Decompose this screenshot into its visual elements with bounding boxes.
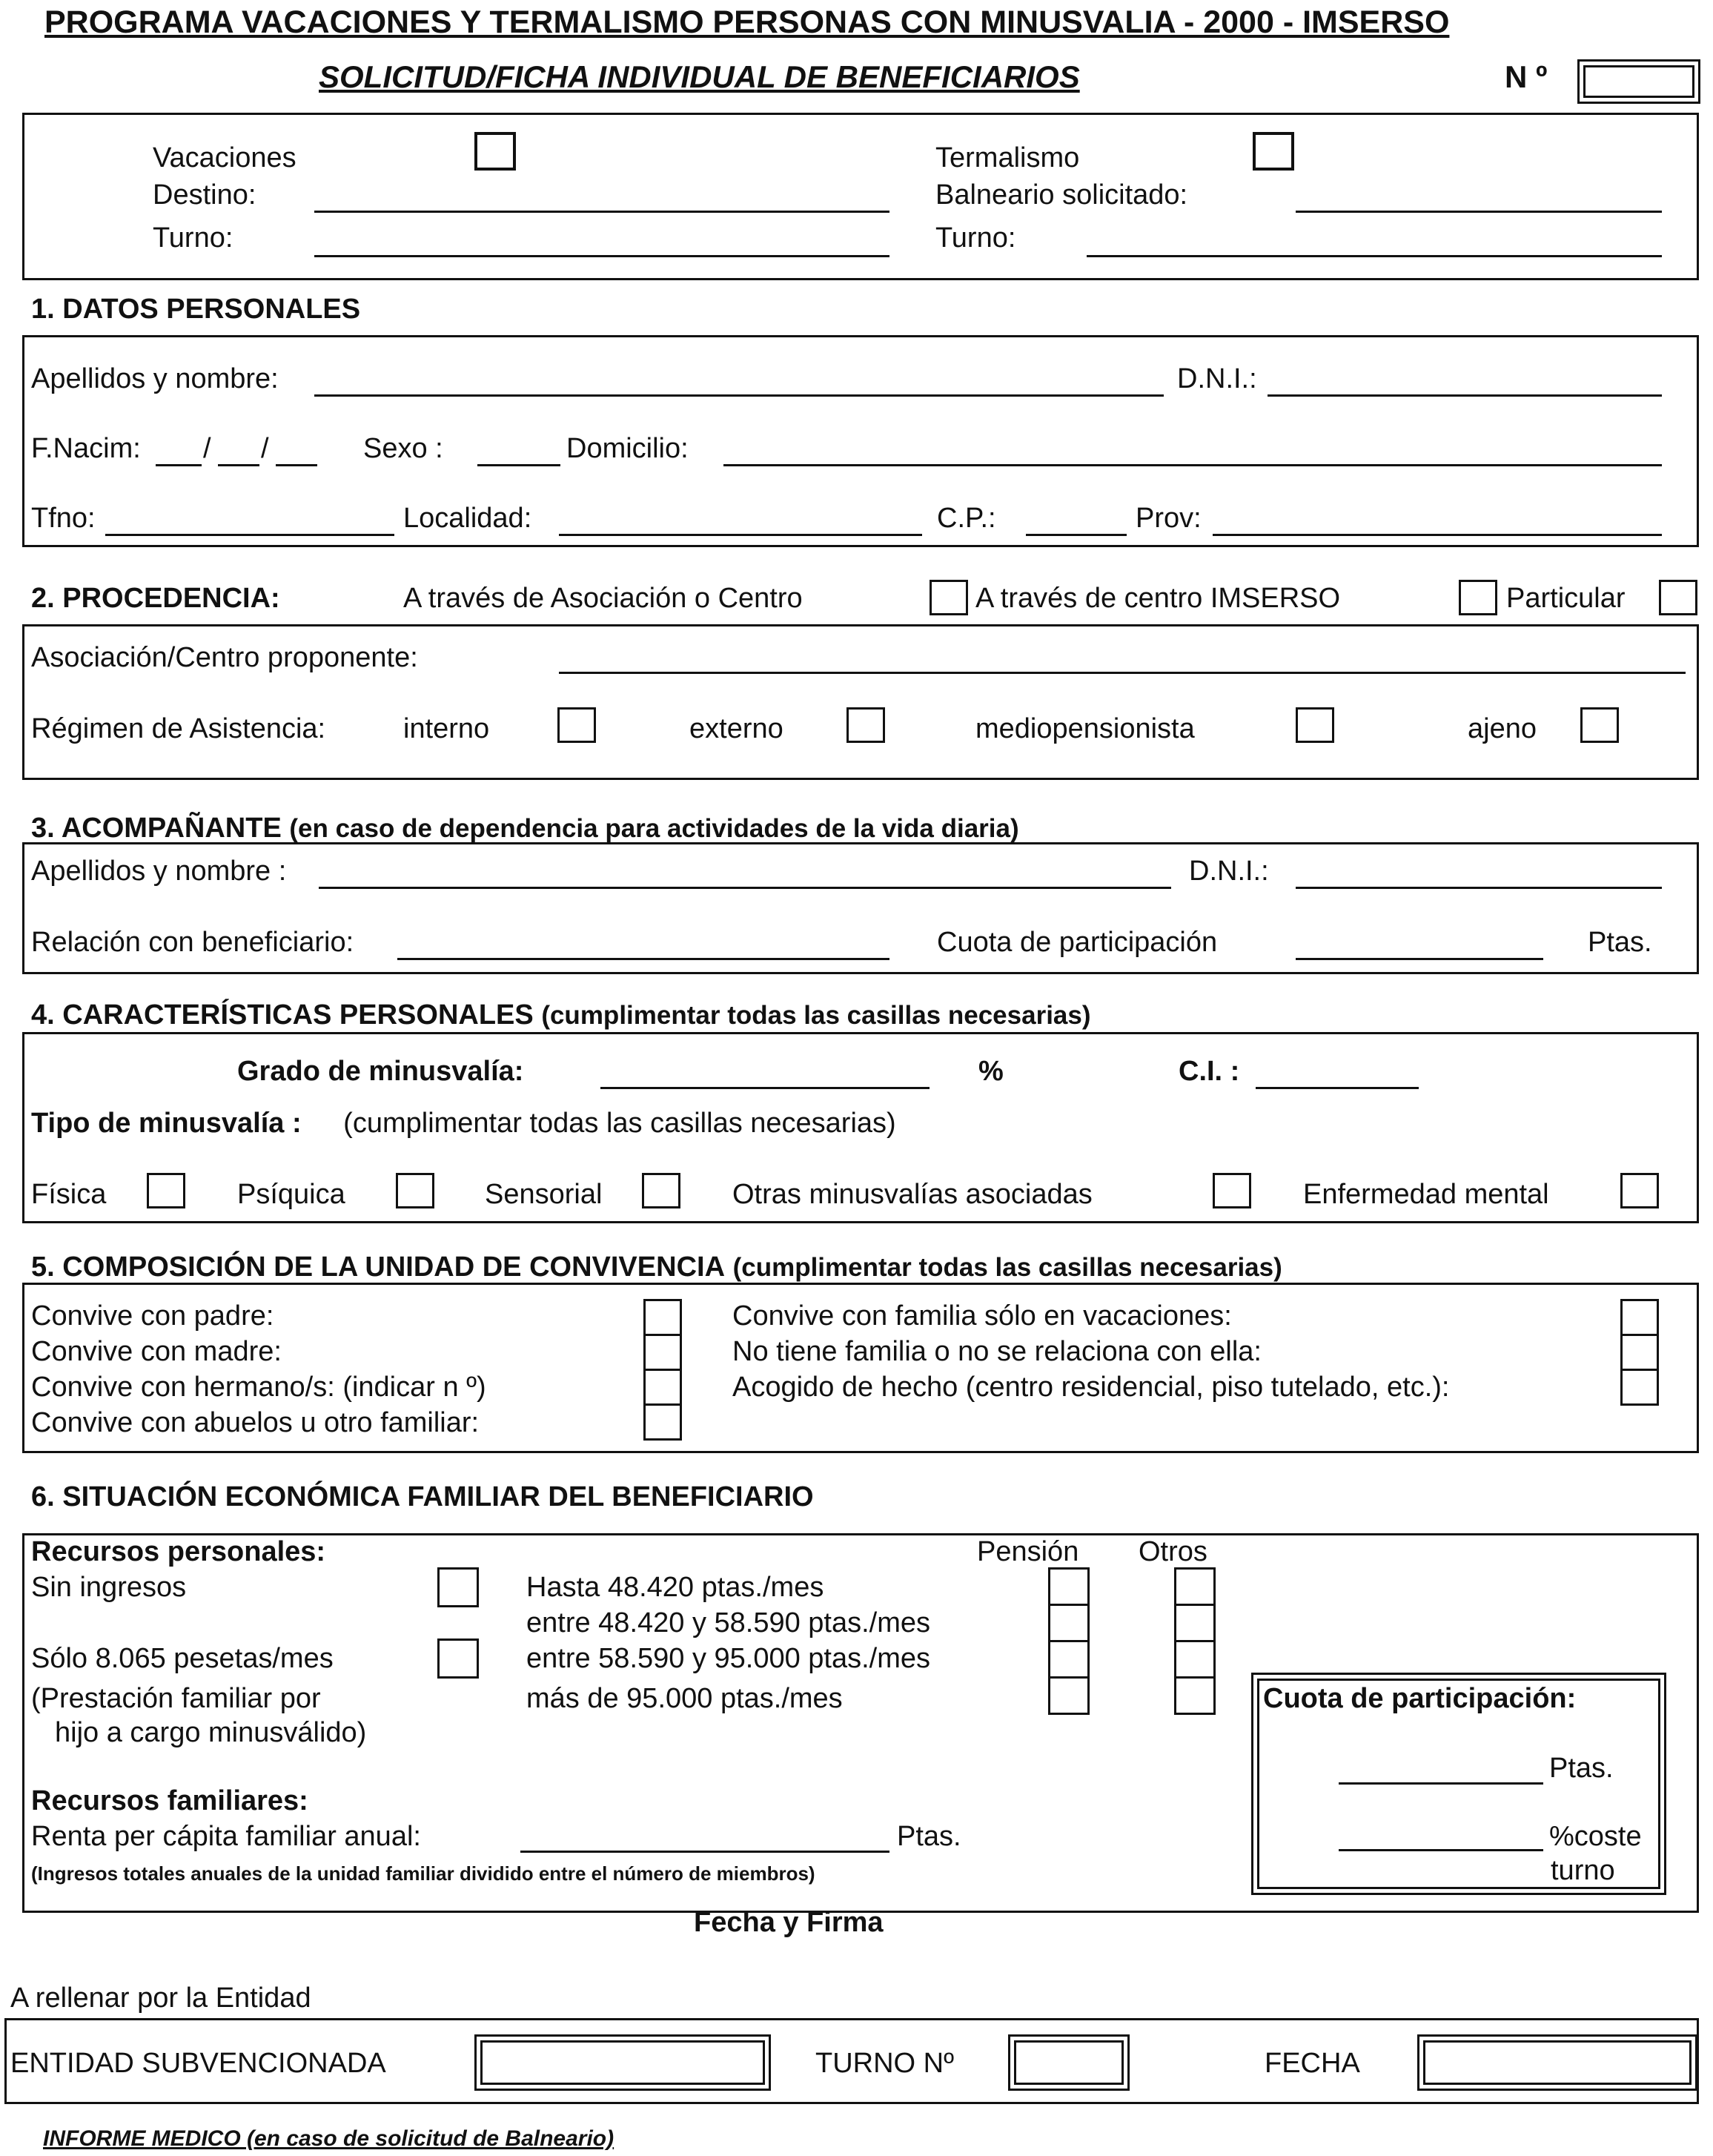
pension-range-1-checkbox[interactable] [1048,1567,1090,1606]
externo-label: externo [689,713,783,744]
turno-left-field[interactable] [314,255,889,257]
acomp-dni-field[interactable] [1296,887,1662,889]
date-slash: / [261,433,269,464]
domicilio-label: Domicilio: [566,433,689,464]
form-subtitle: SOLICITUD/FICHA INDIVIDUAL DE BENEFICIARIOS [319,59,1080,94]
sensorial-label: Sensorial [485,1179,603,1210]
acomp-cuota-field[interactable] [1296,958,1543,960]
procedencia-opt3-label: Particular [1506,583,1626,614]
balneario-field[interactable] [1296,211,1662,213]
prestacion-line2: hijo a cargo minusválido) [55,1717,367,1748]
acomp-apellidos-label: Apellidos y nombre : [31,856,287,887]
mediopensionista-label: mediopensionista [975,713,1195,744]
cp-label: C.P.: [937,503,996,534]
otros-header: Otros [1139,1536,1207,1567]
procedencia-opt2-label: A través de centro IMSERSO [975,583,1341,614]
procedencia-opt1-checkbox[interactable] [930,580,968,615]
pension-range-4-checkbox[interactable] [1048,1676,1090,1715]
tfno-field[interactable] [105,534,394,536]
section-5-heading [31,1251,1282,1283]
tipo-note: (cumplimentar todas las casillas necesarias) [343,1108,896,1139]
otros-range-2-checkbox[interactable] [1174,1604,1216,1642]
section-4-heading [31,999,1091,1031]
sin-ingresos-checkbox[interactable] [437,1567,479,1607]
procedencia-opt1-label: A través de Asociación o Centro [403,583,803,614]
fnacim-month-field[interactable] [218,464,259,466]
destino-field[interactable] [314,211,889,213]
apellidos-field[interactable] [314,394,1164,397]
convive-padre-checkbox[interactable] [643,1299,682,1336]
number-field[interactable] [1577,59,1700,104]
relacion-label: Relación con beneficiario: [31,927,354,958]
solo-8065-label: Sólo 8.065 pesetas/mes [31,1643,334,1674]
fisica-checkbox[interactable] [147,1173,185,1208]
sexo-field[interactable] [477,464,560,466]
cuota-title: Cuota de participación: [1263,1683,1577,1714]
tfno-label: Tfno: [31,503,96,534]
sensorial-checkbox[interactable] [642,1173,680,1208]
ingresos-note: (Ingresos totales anuales de la unidad familiar dividido entre el número de miembros) [31,1862,815,1885]
turno-right-field[interactable] [1087,255,1662,257]
psiquica-checkbox[interactable] [396,1173,434,1208]
centro-label: Asociación/Centro proponente: [31,642,418,673]
cuota-ptas-label: Ptas. [1549,1753,1614,1784]
sin-familia-label: No tiene familia o no se relaciona con ella: [732,1336,1262,1367]
interno-checkbox[interactable] [557,707,596,743]
acogido-checkbox[interactable] [1620,1369,1659,1406]
externo-checkbox[interactable] [846,707,885,743]
number-label: N º [1505,59,1548,94]
renta-field[interactable] [520,1851,889,1853]
date-slash: / [203,433,211,464]
convive-padre-label: Convive con padre: [31,1300,274,1332]
grado-field[interactable] [600,1087,930,1089]
otros-range-3-checkbox[interactable] [1174,1640,1216,1679]
pension-header: Pensión [977,1536,1079,1567]
procedencia-opt2-checkbox[interactable] [1459,580,1497,615]
vacaciones-label: Vacaciones [153,142,296,173]
procedencia-opt3-checkbox[interactable] [1659,580,1697,615]
dni-field[interactable] [1268,394,1662,397]
rellenar-label: A rellenar por la Entidad [10,1983,311,2014]
centro-field[interactable] [559,672,1686,674]
section-6-title: 6. SITUACIÓN ECONÓMICA FAMILIAR DEL BENEFICIARIO [31,1481,814,1512]
otras-checkbox[interactable] [1213,1173,1251,1208]
fecha-firma-label: Fecha y Firma [694,1907,884,1938]
section-2-title: 2. PROCEDENCIA: [31,583,280,614]
recursos-personales-label: Recursos personales: [31,1536,326,1567]
domicilio-field[interactable] [723,464,1662,466]
renta-ptas-label: Ptas. [897,1821,961,1852]
cuota-pct-label: %coste [1549,1821,1642,1852]
convive-hermanos-label: Convive con hermano/s: (indicar n º) [31,1372,486,1403]
psiquica-label: Psíquica [237,1179,345,1210]
turno-n-label: TURNO Nº [815,2048,954,2079]
mental-label: Enfermedad mental [1303,1179,1549,1210]
entidad-subvencionada-field[interactable] [474,2034,771,2091]
grado-pct-label: % [978,1056,1004,1087]
section-3-heading [31,813,1019,844]
ci-label: C.I. : [1179,1056,1240,1087]
sin-familia-checkbox[interactable] [1620,1334,1659,1371]
otros-range-4-checkbox[interactable] [1174,1676,1216,1715]
familia-vacaciones-checkbox[interactable] [1620,1299,1659,1336]
grado-label: Grado de minusvalía: [237,1056,524,1087]
prov-field[interactable] [1213,534,1662,536]
range-3-label: entre 58.590 y 95.000 ptas./mes [526,1643,931,1674]
pension-range-2-checkbox[interactable] [1048,1604,1090,1642]
destino-label: Destino: [153,179,256,211]
apellidos-label: Apellidos y nombre: [31,363,279,394]
convive-abuelos-label: Convive con abuelos u otro familiar: [31,1407,480,1438]
familia-vacaciones-label: Convive con familia sólo en vacaciones: [732,1300,1232,1332]
turno-right-label: Turno: [935,222,1016,254]
fnacim-label: F.Nacim: [31,433,141,464]
turno-n-field[interactable] [1008,2034,1130,2091]
recursos-familiares-label: Recursos familiares: [31,1785,308,1816]
range-4-label: más de 95.000 ptas./mes [526,1683,843,1714]
mental-checkbox[interactable] [1620,1173,1659,1208]
otros-range-1-checkbox[interactable] [1174,1567,1216,1606]
tipo-label [31,1108,896,1140]
balneario-label: Balneario solicitado: [935,179,1188,211]
ajeno-label: ajeno [1468,713,1537,744]
section-5-note: (cumplimentar todas las casillas necesarias) [732,1253,1282,1282]
section-3-note: (en caso de dependencia para actividades de la vida diaria) [289,814,1019,843]
informe-medico-title: INFORME MEDICO (en caso de solicitud de Balneario) [43,2126,614,2151]
fecha-label: FECHA [1265,2048,1360,2079]
section-4-note: (cumplimentar todas las casillas necesarias) [541,1001,1091,1030]
sexo-label: Sexo : [363,433,443,464]
fecha-field[interactable] [1417,2034,1697,2091]
cuota-pct-field[interactable] [1339,1849,1543,1851]
cp-field[interactable] [1026,534,1127,536]
otras-label: Otras minusvalías asociadas [732,1179,1093,1210]
regimen-label: Régimen de Asistencia: [31,713,326,744]
tipo-label-text: Tipo de minusvalía : [31,1108,302,1139]
section-1-title: 1. DATOS PERSONALES [31,294,361,325]
acomp-dni-label: D.N.I.: [1189,856,1269,887]
section-3-title: 3. ACOMPAÑANTE [31,813,282,844]
localidad-field[interactable] [559,534,922,536]
ajeno-checkbox[interactable] [1580,707,1619,743]
prov-label: Prov: [1136,503,1202,534]
termalismo-checkbox[interactable] [1253,132,1294,171]
acomp-cuota-label: Cuota de participación [937,927,1218,958]
termalismo-label: Termalismo [935,142,1080,173]
acogido-label: Acogido de hecho (centro residencial, piso tutelado, etc.): [732,1372,1450,1403]
ci-field[interactable] [1256,1087,1419,1089]
convive-hermanos-checkbox[interactable] [643,1369,682,1406]
vacaciones-checkbox[interactable] [474,132,516,171]
solo-8065-checkbox[interactable] [437,1639,479,1679]
interno-label: interno [403,713,490,744]
fnacim-day-field[interactable] [156,464,202,466]
relacion-field[interactable] [397,958,889,960]
range-1-label: Hasta 48.420 ptas./mes [526,1572,824,1603]
acomp-ptas-label: Ptas. [1588,927,1652,958]
localidad-label: Localidad: [403,503,532,534]
mediopensionista-checkbox[interactable] [1296,707,1334,743]
pension-range-3-checkbox[interactable] [1048,1640,1090,1679]
renta-label: Renta per cápita familiar anual: [31,1821,421,1852]
prestacion-line1: (Prestación familiar por [31,1683,321,1714]
section-4-title: 4. CARACTERÍSTICAS PERSONALES [31,999,534,1031]
dni-label: D.N.I.: [1177,363,1257,394]
section-5-title: 5. COMPOSICIÓN DE LA UNIDAD DE CONVIVENCIA [31,1251,726,1283]
convive-madre-label: Convive con madre: [31,1336,282,1367]
cuota-ptas-field[interactable] [1339,1782,1543,1785]
fnacim-year-field[interactable] [276,464,317,466]
convive-madre-checkbox[interactable] [643,1334,682,1371]
turno-left-label: Turno: [153,222,233,254]
range-2-label: entre 48.420 y 58.590 ptas./mes [526,1607,931,1639]
entidad-subvencionada-label: ENTIDAD SUBVENCIONADA [10,2048,386,2079]
sin-ingresos-label: Sin ingresos [31,1572,187,1603]
acomp-apellidos-field[interactable] [319,887,1171,889]
convive-abuelos-checkbox[interactable] [643,1403,682,1441]
cuota-turno-label: turno [1551,1855,1615,1886]
fisica-label: Física [31,1179,107,1210]
form-title: PROGRAMA VACACIONES Y TERMALISMO PERSONAS CON MINUSVALIA - 2000 - IMSERSO [44,4,1450,40]
